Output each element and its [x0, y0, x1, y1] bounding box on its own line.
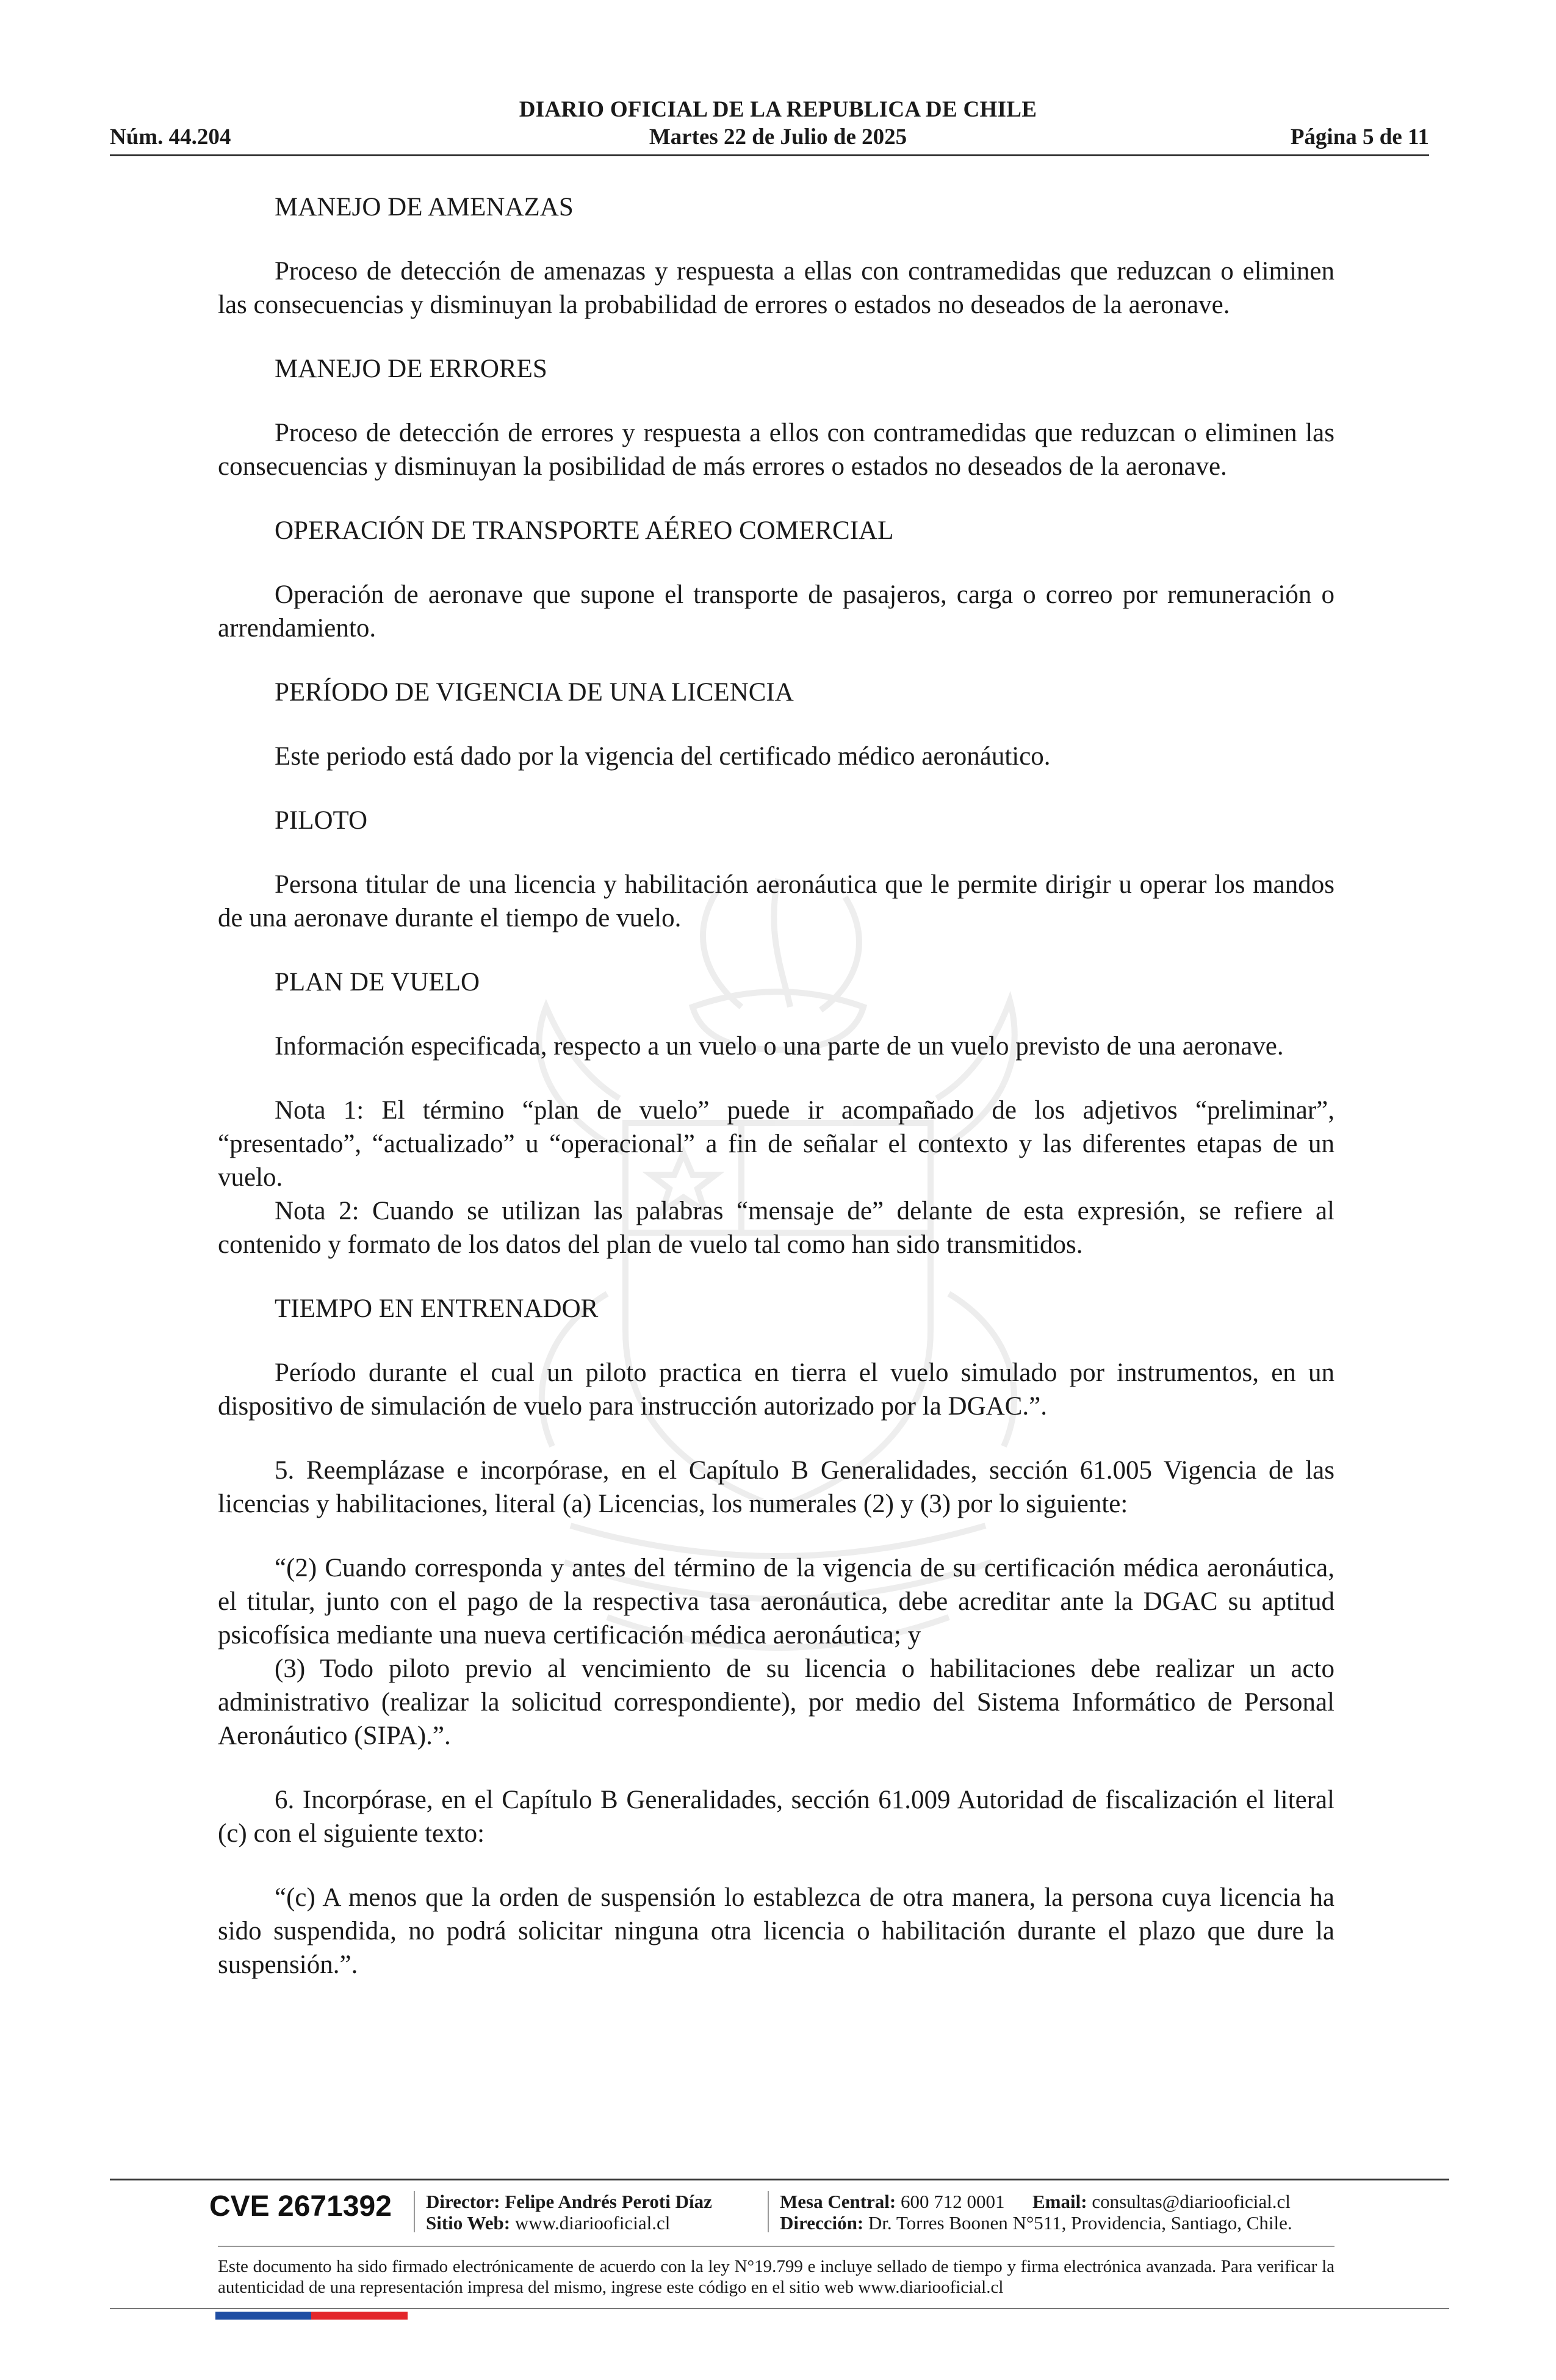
footer-separator — [414, 2191, 415, 2232]
item-5: 5. Reemplázase e incorpórase, en el Capítulo B Generalidades, sección 61.005 Vigencia de las licencias y habilitaciones, literal (a) Licencias, los numerales (2) y (3) por lo siguiente: — [218, 1456, 1334, 1518]
director-name: Felipe Andrés Peroti Díaz — [505, 2191, 712, 2212]
definition-plan-vuelo: Información especificada, respecto a un vuelo o una parte de un vuelo previsto de una aeronave. — [275, 1032, 1284, 1061]
footer-separator — [768, 2191, 769, 2232]
term-operacion-transporte: OPERACIÓN DE TRANSPORTE AÉREO COMERCIAL — [275, 516, 894, 545]
definition-periodo-vigencia: Este periodo está dado por la vigencia del certificado médico aeronáutico. — [275, 742, 1051, 771]
mesa-central-phone: 600 712 0001 — [901, 2191, 1005, 2212]
item-5-numeral-2: “(2) Cuando corresponda y antes del término de la vigencia de su certificación médica aeronáutica, el titular, junto con el pago de la respectiva tasa aeronáutica, debe acreditar ante la DGAC su aptitud psicofísica mediante una nueva certificación médica aeronáutica; y — [218, 1554, 1334, 1650]
definition-operacion-transporte: Operación de aeronave que supone el transporte de pasajeros, carga o correo por remuneración o arrendamiento. — [218, 580, 1334, 643]
item-6-literal-c: “(c) A menos que la orden de suspensión lo establezca de otra manera, la persona cuya licencia ha sido suspendida, no podrá solicitar ninguna otra licencia o habilitación durante el plazo que dure la suspensión.”. — [218, 1883, 1334, 1979]
definition-manejo-errores: Proceso de detección de errores y respuesta a ellos con contramedidas que reduzcan o eliminen las consecuencias y disminuyan la posibilidad de más errores o estados no deseados de la aeronave. — [218, 419, 1334, 481]
address-label: Dirección: — [780, 2212, 864, 2234]
publication-title: DIARIO OFICIAL DE LA REPUBLICA DE CHILE — [519, 97, 1037, 122]
flag-color-bar — [215, 2312, 408, 2320]
definition-tiempo-entrenador: Período durante el cual un piloto practica en tierra el vuelo simulado por instrumentos, en un dispositivo de simulación de vuelo para instrucción autorizado por la DGAC.”. — [218, 1358, 1334, 1421]
email-label: Email: — [1032, 2191, 1087, 2212]
term-plan-vuelo: PLAN DE VUELO — [275, 968, 480, 997]
footer-contact-block — [780, 2191, 1292, 2234]
flag-blue-segment — [215, 2312, 311, 2320]
term-manejo-errores: MANEJO DE ERRORES — [275, 355, 547, 383]
item-6: 6. Incorpórase, en el Capítulo B Generalidades, sección 61.009 Autoridad de fiscalización el literal (c) con el siguiente texto: — [218, 1786, 1334, 1848]
page-number: Página 5 de 11 — [1290, 124, 1429, 150]
footer-divider-bottom — [110, 2308, 1449, 2309]
website-link[interactable]: www.diariooficial.cl — [514, 2212, 671, 2234]
mesa-central-label: Mesa Central: — [780, 2191, 896, 2212]
term-manejo-amenazas: MANEJO DE AMENAZAS — [275, 193, 574, 222]
term-piloto: PILOTO — [275, 806, 368, 835]
cve-code: CVE 2671392 — [209, 2190, 392, 2223]
email-link[interactable]: consultas@diariooficial.cl — [1092, 2191, 1291, 2212]
issue-date: Martes 22 de Julio de 2025 — [649, 124, 907, 150]
footer-divider-top — [110, 2179, 1449, 2180]
address-value: Dr. Torres Boonen N°511, Providencia, Santiago, Chile. — [868, 2212, 1292, 2234]
flag-red-segment — [311, 2312, 408, 2320]
director-label: Director: — [426, 2191, 500, 2212]
term-periodo-vigencia: PERÍODO DE VIGENCIA DE UNA LICENCIA — [275, 678, 794, 707]
definition-manejo-amenazas: Proceso de detección de amenazas y respuesta a ellas con contramedidas que reduzcan o eliminen las consecuencias y disminuyan la probabilidad de errores o estados no deseados de la aeronave. — [218, 257, 1334, 319]
page-header — [0, 0, 1556, 165]
note-1: Nota 1: El término “plan de vuelo” puede ir acompañado de los adjetivos “preliminar”, “presentado”, “actualizado” u “operacional” a fin de señalar el contexto y las diferentes etapas de un vuelo. — [218, 1096, 1334, 1192]
term-tiempo-entrenador: TIEMPO EN ENTRENADOR — [275, 1294, 599, 1323]
electronic-signature-note: Este documento ha sido firmado electrónicamente de acuerdo con la ley N°19.799 e incluye sellado de tiempo y firma electrónica avanzada. Para verificar la autenticidad de una representación impresa del mismo, ingrese este código en el sitio web www.diariooficial.cl — [218, 2257, 1334, 2297]
document-body — [218, 190, 1334, 2012]
website-label: Sitio Web: — [426, 2212, 511, 2234]
definition-piloto: Persona titular de una licencia y habilitación aeronáutica que le permite dirigir u operar los mandos de una aeronave durante el tiempo de vuelo. — [218, 870, 1334, 932]
issue-number: Núm. 44.204 — [110, 124, 231, 150]
item-5-numeral-3: (3) Todo piloto previo al vencimiento de su licencia o habilitaciones debe realizar un acto administrativo (realizar la solicitud correspondiente), por medio del Sistema Informático de Personal Aeronáutico (SIPA).”. — [218, 1654, 1334, 1750]
header-divider — [110, 154, 1429, 156]
footer-director-block — [426, 2191, 712, 2234]
note-2: Nota 2: Cuando se utilizan las palabras “mensaje de” delante de esta expresión, se refiere al contenido y formato de los datos del plan de vuelo tal como han sido transmitidos. — [218, 1197, 1334, 1259]
footer-divider-middle — [218, 2246, 1334, 2247]
